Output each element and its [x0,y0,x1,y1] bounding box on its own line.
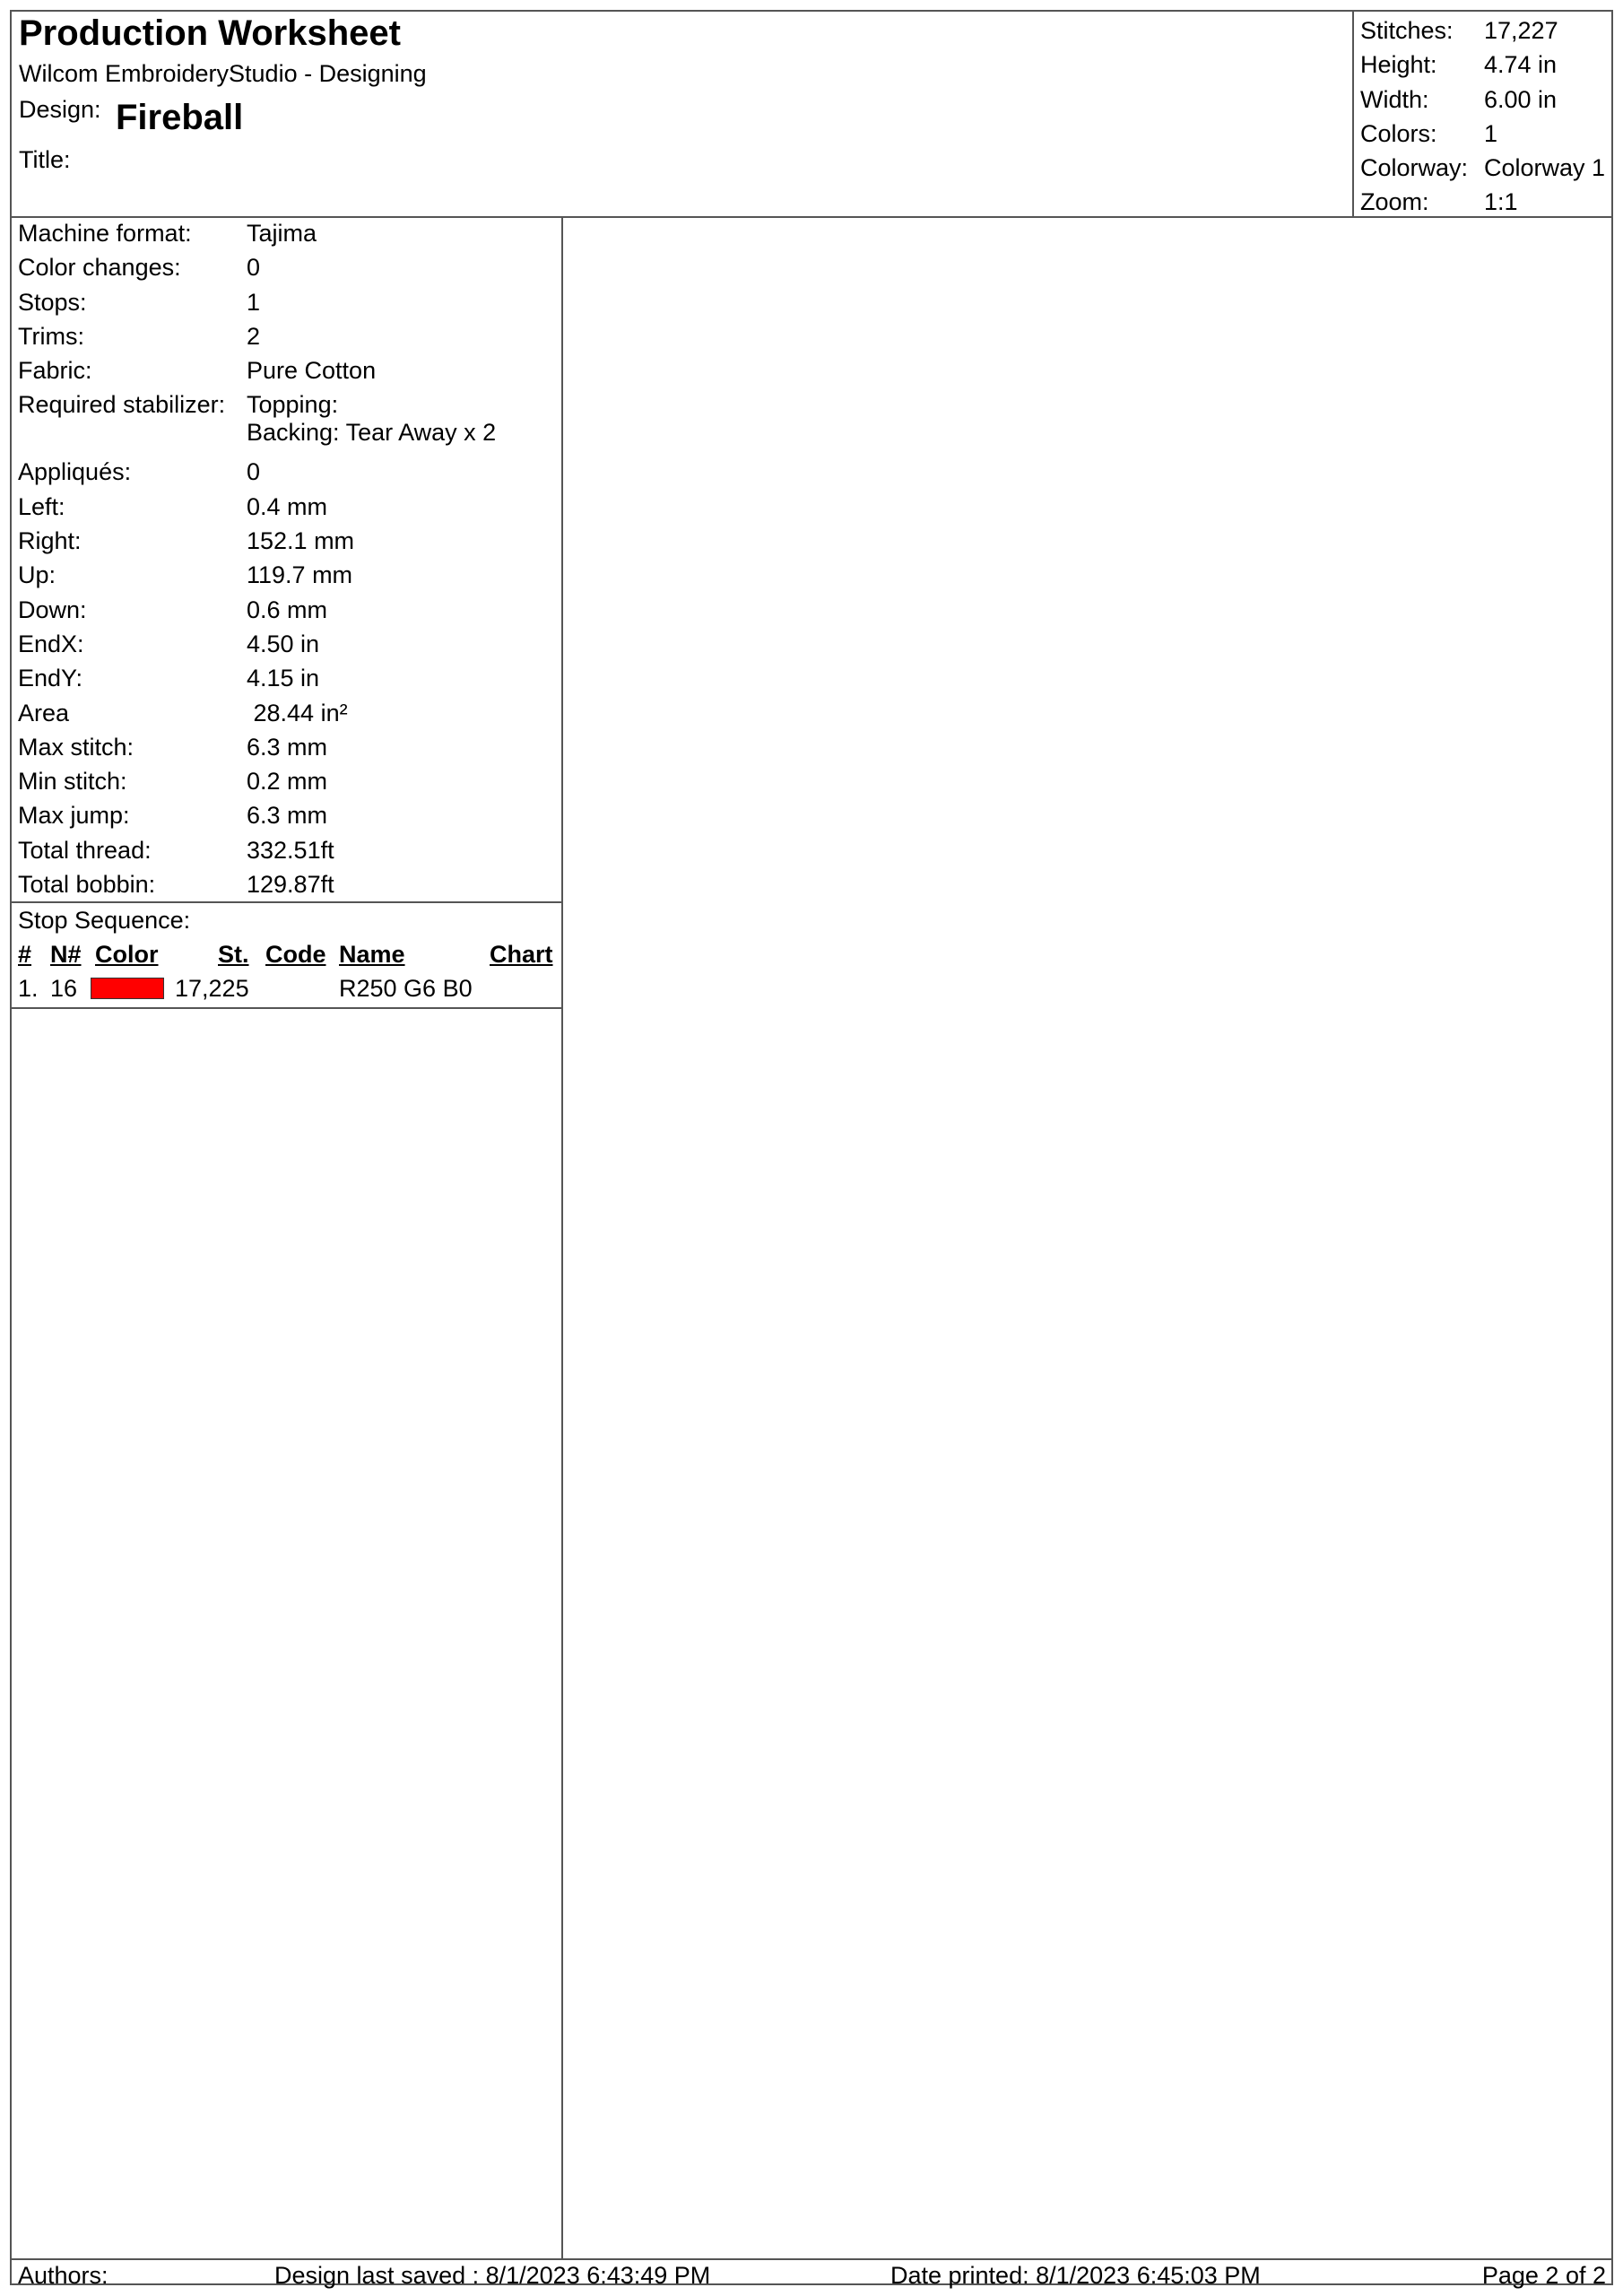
stat-row [1354,48,1611,82]
property-value: Backing: Tear Away x 2 [247,419,497,447]
footer-page-number: Page 2 of 2 [1481,2262,1606,2289]
stop-sequence [12,903,561,1009]
stat-label: Zoom: [1360,188,1429,216]
property-row [12,490,561,524]
stat-row [1354,185,1611,219]
property-row [12,730,561,764]
property-row [12,419,561,455]
property-value: 6.3 mm [247,733,328,761]
stat-label: Width: [1360,85,1429,113]
col-color-header: Color [95,941,159,969]
footer-date-printed: Date printed: 8/1/2023 6:45:03 PM [890,2262,1261,2289]
col-needle-header: N# [50,941,82,969]
stat-value: 4.74 in [1484,51,1558,79]
property-label [12,419,247,447]
stop-sequence-header [12,937,561,971]
property-row [12,353,561,387]
property-value: 1 [247,288,261,316]
property-value: 0 [247,458,261,486]
col-num-header: # [18,941,32,969]
property-value: 129.87ft [247,871,334,899]
property-label: Appliqués: [18,458,132,486]
table-row [12,971,561,1005]
stat-label: Colorway: [1360,154,1469,182]
property-row [12,524,561,558]
property-label: Trims: [18,322,84,350]
design-properties [12,216,561,1009]
details-column [12,216,563,2258]
stat-label: Height: [1360,51,1437,79]
footer-authors: Authors: [18,2262,108,2289]
footer-last-saved: Design last saved : 8/1/2023 6:43:49 PM [274,2262,711,2289]
property-value: 119.7 mm [247,561,353,589]
property-label: EndX: [18,630,84,657]
col-chart-header: Chart [490,941,553,969]
property-label: Max stitch: [18,733,135,761]
stat-label: Stitches: [1360,17,1454,44]
property-label: Required stabilizer: [18,391,226,419]
property-row [12,661,561,695]
property-value: 0.4 mm [247,492,328,520]
property-label: Min stitch: [18,768,127,796]
page-title: Production Worksheet [19,13,401,53]
property-value: Pure Cotton [247,357,377,385]
stat-row [1354,151,1611,185]
property-row [12,455,561,489]
property-row [12,387,561,419]
col-stitches-header: St. [218,941,249,969]
property-row [12,285,561,319]
property-label: Total thread: [18,836,152,864]
property-label: Up: [18,561,56,589]
worksheet-frame [10,10,1613,2289]
stop-sequence-title: Stop Sequence: [18,907,191,935]
stat-row [1354,83,1611,117]
property-value: 6.3 mm [247,802,328,830]
row-needle: 16 [50,975,78,1003]
stat-row [1354,13,1611,48]
col-name-header: Name [339,941,405,969]
stat-row [1354,117,1611,151]
property-value: 0 [247,254,261,282]
property-label: Down: [18,596,87,623]
worksheet-header [12,12,1611,218]
property-row [12,250,561,284]
property-value: 152.1 mm [247,527,355,555]
property-label: Fabric: [18,357,92,385]
property-value: 4.50 in [247,630,320,657]
row-num: 1. [18,975,39,1003]
property-row [12,627,561,661]
property-value: 2 [247,322,261,350]
property-value: Topping: [247,391,339,419]
stat-value: 6.00 in [1484,85,1558,113]
color-swatch [91,978,164,999]
property-label: Total bobbin: [18,871,156,899]
property-label: Machine format: [18,220,192,247]
property-value: 0.2 mm [247,768,328,796]
stat-value: 1:1 [1484,188,1518,216]
property-label: Max jump: [18,802,130,830]
design-name: Fireball [116,98,244,137]
col-code-header: Code [265,941,326,969]
summary-stats [1352,12,1611,216]
property-value: Tajima [247,220,317,247]
property-row [12,798,561,832]
row-stitches: 17,225 [175,975,249,1003]
stat-value: 1 [1484,119,1498,147]
property-row [12,867,561,901]
property-label: Color changes: [18,254,181,282]
property-label: Left: [18,492,65,520]
property-value: 4.15 in [247,665,320,692]
property-row [12,319,561,353]
property-value: 28.44 in² [247,699,348,726]
property-label: Right: [18,527,82,555]
title-label: Title: [19,146,71,173]
design-label: Design: [19,96,101,123]
properties-table [12,216,561,903]
stat-value: Colorway 1 [1484,154,1606,182]
row-name: R250 G6 B0 [339,975,473,1003]
property-row [12,216,561,250]
stat-label: Colors: [1360,119,1437,147]
property-label: EndY: [18,665,83,692]
stat-value: 17,227 [1484,17,1558,44]
property-row [12,593,561,627]
property-value: 0.6 mm [247,596,328,623]
property-row [12,764,561,798]
property-row [12,833,561,867]
header-info [12,12,1352,216]
property-label: Area [18,699,70,726]
property-row [12,696,561,730]
worksheet-footer [12,2258,1611,2289]
property-value: 332.51ft [247,836,334,864]
property-row [12,558,561,592]
property-label: Stops: [18,288,87,316]
app-subtitle: Wilcom EmbroideryStudio - Designing [19,60,427,87]
